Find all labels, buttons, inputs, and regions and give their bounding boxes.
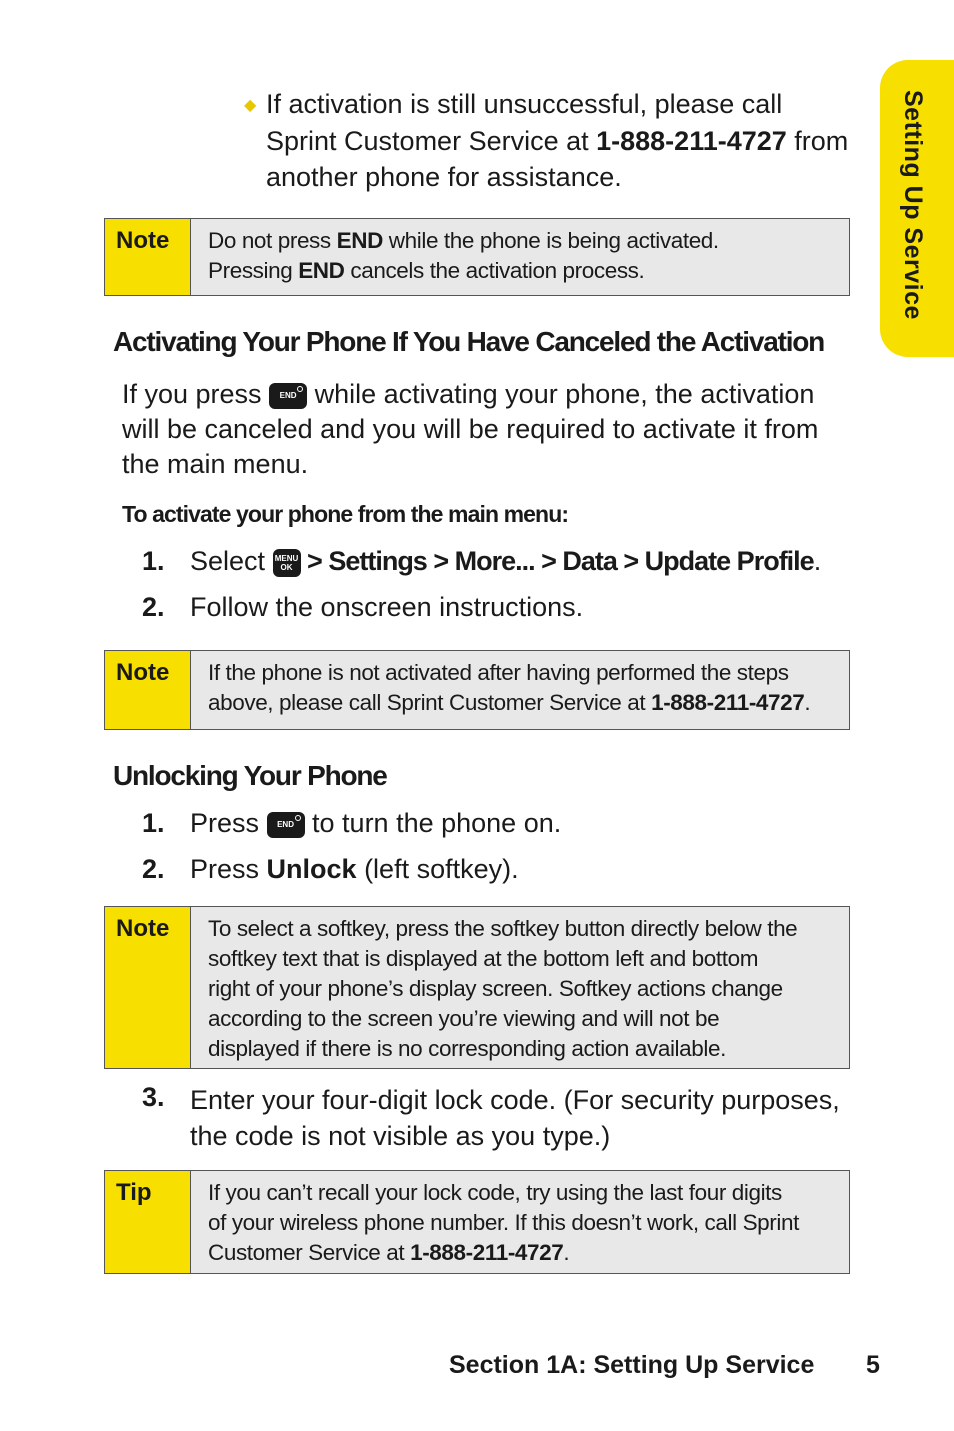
step-1-press-end: 1. Press END to turn the phone on. xyxy=(142,808,562,838)
note-body: If the phone is not activated after having performed the steps above, please call Sprint Customer Service at 1-888-211-4727. xyxy=(208,660,811,715)
side-tab-label: Setting Up Service xyxy=(899,90,927,320)
end-key-icon: END xyxy=(267,812,305,838)
tip-box xyxy=(104,1170,850,1274)
step-2-follow: 2. Follow the onscreen instructions. xyxy=(142,592,584,622)
step-3-enter-code: 3. Enter your four-digit lock code. (For security purposes, the code is not visible as you type.) xyxy=(142,1082,840,1151)
page-number: 5 xyxy=(866,1351,880,1379)
note-box-softkey xyxy=(104,906,850,1069)
bullet-text-end: from another phone for assistance. xyxy=(266,125,849,192)
step-2-press-unlock: 2. Press Unlock (left softkey). xyxy=(142,854,519,884)
note-body: To select a softkey, press the softkey button directly below the softkey text that is displayed at the bottom left and bottom right of your phone’s display screen. Softkey actions change according to the screen you’re viewing and will not be displayed if there is no corresponding action available. xyxy=(208,916,798,1061)
unlock-softkey-label: Unlock xyxy=(266,854,357,884)
section-heading-activation: Activating Your Phone If You Have Canceled the Activation xyxy=(113,326,825,357)
note-label: Note xyxy=(105,219,191,295)
phone-number: 1-888-211-4727 xyxy=(596,125,787,156)
bullet-text: If activation is still unsuccessful, please call Sprint Customer Service at xyxy=(266,89,783,156)
section-heading-unlocking: Unlocking Your Phone xyxy=(113,760,387,791)
menu-path: > Settings > More... > Data > Update Profile xyxy=(300,546,814,576)
tip-label: Tip xyxy=(105,1171,191,1273)
note-box-end-key xyxy=(104,218,850,296)
diamond-bullet-icon: ◆ xyxy=(244,97,257,114)
note-label: Note xyxy=(105,651,191,729)
note-body: Do not press END while the phone is being activated. Pressing END cancels the activation process. xyxy=(208,228,719,283)
note-label: Note xyxy=(105,907,191,1068)
activation-paragraph: If you press END while activating your phone, the activation will be canceled and you will be required to activate it from the main menu. xyxy=(122,379,819,479)
footer-section-title: Section 1A: Setting Up Service xyxy=(449,1351,815,1379)
end-key-icon: END xyxy=(269,383,307,409)
menu-ok-key-icon: MENU OK xyxy=(273,549,301,577)
side-section-tab xyxy=(880,60,954,357)
step-1-select: 1. Select MENU OK > Settings > More... > Data > Update Profile. xyxy=(142,546,822,576)
note-box-not-activated xyxy=(104,650,850,730)
tip-body: If you can’t recall your lock code, try using the last four digits of your wireless phone number. If this doesn’t work, call Sprint Customer Service at 1-888-211-4727. xyxy=(208,1180,799,1265)
procedure-subheading: To activate your phone from the main menu: xyxy=(122,501,569,527)
